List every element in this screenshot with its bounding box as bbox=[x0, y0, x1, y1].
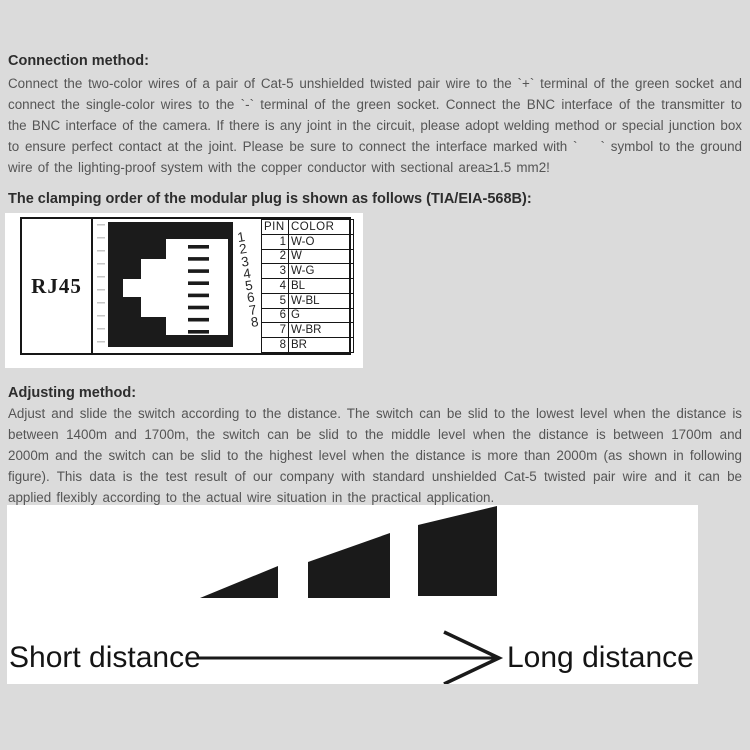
rj45-jack-icon bbox=[108, 222, 233, 347]
long-distance-label: Long distance bbox=[507, 641, 694, 674]
pin-color-table bbox=[261, 219, 354, 353]
table-row bbox=[262, 338, 354, 353]
pin-number-column bbox=[231, 230, 264, 330]
tick-marks bbox=[97, 224, 105, 349]
rj45-label: RJ45 bbox=[22, 219, 93, 353]
pin-number: 2 bbox=[238, 241, 248, 258]
pin-cell: 7 bbox=[262, 323, 289, 338]
color-cell: W-O bbox=[289, 234, 354, 249]
mid-level-wedge-icon bbox=[308, 533, 390, 598]
table-header-row bbox=[262, 220, 354, 235]
color-header: COLOR bbox=[289, 220, 354, 235]
color-cell: BL bbox=[289, 279, 354, 294]
distance-level-figure bbox=[7, 505, 698, 684]
pin-number: 6 bbox=[245, 289, 256, 306]
table-row bbox=[262, 264, 354, 279]
adjusting-method-paragraph: Adjust and slide the switch according to the distance. The switch can be slid to the lowest level when the distance is between 1400m and 1700m, the switch can be slid to the middle level when the distance is between 1700m and 2000m and the switch can be slid to the highest level when the distance is more than 2000m (as shown in following figure). This data is the test result of our company with standard unshielded Cat-5 twisted pair wire and it can be applied flexibly according to the actual wire situation in the practical application. bbox=[8, 406, 742, 505]
pin-cell: 1 bbox=[262, 234, 289, 249]
color-cell: G bbox=[289, 308, 354, 323]
color-cell: W-BL bbox=[289, 293, 354, 308]
table-row bbox=[262, 293, 354, 308]
adjusting-method-heading: Adjusting method: bbox=[8, 385, 137, 401]
pin-number: 8 bbox=[249, 314, 260, 331]
color-cell: W-BR bbox=[289, 323, 354, 338]
clamping-order-heading: The clamping order of the modular plug is shown as follows (TIA/EIA-568B): bbox=[8, 191, 532, 207]
pin-number: 4 bbox=[242, 265, 252, 282]
color-cell: BR bbox=[289, 338, 354, 353]
low-level-wedge-icon bbox=[200, 566, 278, 598]
pin-cell: 3 bbox=[262, 264, 289, 279]
pin-cell: 6 bbox=[262, 308, 289, 323]
connection-method-paragraph: Connect the two-color wires of a pair of Cat-5 unshielded twisted pair wire to the `+` terminal of the green socket and connect the single-color wires to the `-` terminal of the green socket. Connect the BNC interface of the transmitter to the BNC interface of the camera. If there is any joint in the circuit, please adopt welding method or special junction box to ensure perfect contact at the joint. Please be sure to connect the interface marked with ` ` symbol to the ground wire of the lighting-proof system with the copper conductor with sectional area≥1.5 mm2! bbox=[8, 76, 742, 175]
table-row bbox=[262, 308, 354, 323]
short-distance-label: Short distance bbox=[9, 641, 201, 674]
pin-number: 7 bbox=[247, 301, 258, 318]
pin-cell: 8 bbox=[262, 338, 289, 353]
color-cell: W bbox=[289, 249, 354, 264]
rj45-figure-frame bbox=[20, 217, 351, 355]
pin-cell: 5 bbox=[262, 293, 289, 308]
table-row bbox=[262, 279, 354, 294]
table-row bbox=[262, 249, 354, 264]
pin-cell: 4 bbox=[262, 279, 289, 294]
pin-header: PIN bbox=[262, 220, 289, 235]
pin-number: 3 bbox=[240, 253, 250, 270]
table-row bbox=[262, 234, 354, 249]
pin-number: 1 bbox=[236, 229, 247, 246]
connection-method-heading: Connection method: bbox=[8, 53, 149, 69]
table-row bbox=[262, 323, 354, 338]
pin-cell: 2 bbox=[262, 249, 289, 264]
color-cell: W-G bbox=[289, 264, 354, 279]
high-level-wedge-icon bbox=[418, 506, 497, 596]
rj45-pinout-figure bbox=[5, 213, 363, 368]
pin-number: 5 bbox=[243, 277, 254, 294]
